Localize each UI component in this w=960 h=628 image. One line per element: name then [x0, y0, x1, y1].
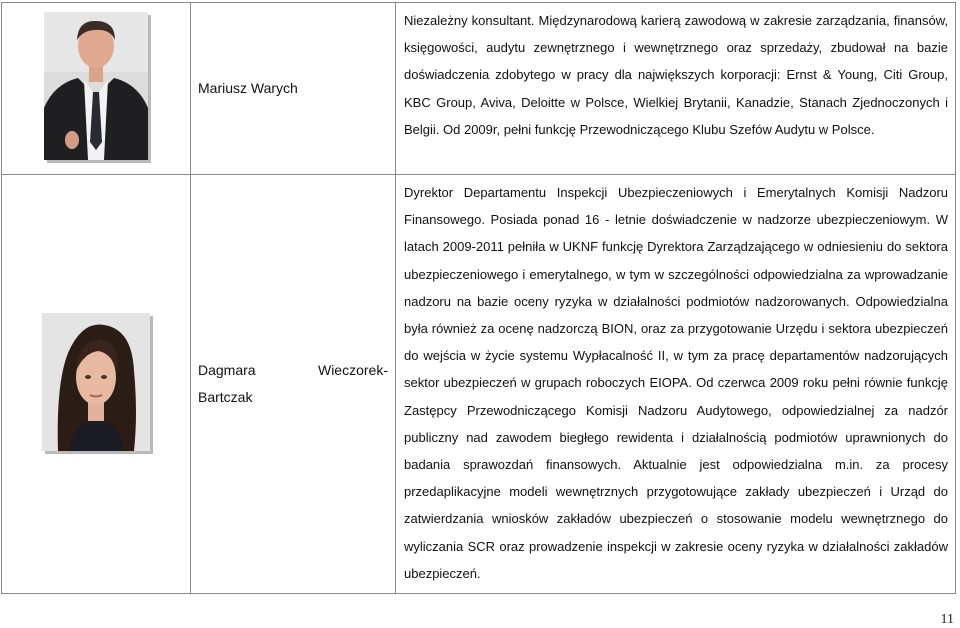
person-surname-part: Wieczorek-: [317, 362, 388, 379]
table-row: [2, 175, 956, 594]
name-cell: [191, 3, 396, 175]
photo-cell: [2, 175, 191, 594]
bio-text: Dyrektor Departamentu Inspekcji Ubezpieczeniowych i Emerytalnych Komisji Nadzoru Finansowego. Posiada ponad 16 - letnie doświadczenie w nadzorze ubezpieczeniowym. W latach 2009-2011 pełniła w UKNF funkcję Dyrektora Zarządzającego w odniesieniu do sektora ubezpieczeniowego i emerytalnego, w tym w szczególności odpowiedzialna za wprowadzanie nadzoru na bazie oceny ryzyka w działalności podmiotów nadzorowanych. Odpowiedzialna była również za ocenę nadzorczą BION, oraz za przygotowanie Urzędu i sektora ubezpieczeń do wejścia w życie systemu Wypłacalność II, w tym za pracę departamentów nadzorujących sektor ubezpieczeń w grupach roboczych EIOPA. Od czerwca 2009 roku pełni równie funkcję Zastępcy Przewodniczącego Komisji Nadzoru Audytowego, odpowiedzialnej za nadzór publiczny nad zawodem biegłego rewidenta i działalnością podmiotów uprawnionych do badania sprawozdań finansowych. Aktualnie jest odpowiedzialna m.in. za procesy przedaplikacyjne modeli wewnętrznych przygotowujące zakłady ubezpieczeń i Urząd do zatwierdzania wniosków zakładów ubezpieczeń o stosowanie modelu wewnętrznego do wyliczania SCR oraz prowadzenie inspekcji w zakresie oceny ryzyka w działalności zakładów ubezpieczeń.: [404, 185, 948, 581]
name-cell: [191, 175, 396, 594]
biography-table: [1, 2, 956, 594]
person-name: Mariusz Warych: [198, 80, 298, 96]
table-row: [2, 3, 956, 175]
person-first-name: Dagmara: [198, 362, 256, 379]
portrait-photo-woman: [42, 313, 150, 451]
person-name-line: [198, 357, 388, 384]
portrait-man-image: [44, 12, 148, 160]
person-surname-rest: Bartczak: [198, 389, 253, 406]
portrait-woman-image: [42, 313, 150, 451]
bio-cell: [396, 175, 956, 594]
portrait-photo-man: [44, 12, 148, 160]
bio-text: Niezależny konsultant. Międzynarodową karierą zawodową w zakresie zarządzania, finansów, księgowości, audytu zewnętrznego i wewnętrznego oraz sprzedaży, zbudował na bazie doświadczenia zdobytego w pracy dla największych korporacji: Ernst & Young, Citi Group, KBC Group, Aviva, Deloitte w Polsce, Wielkiej Brytanii, Kanadzie, Stanach Zjednoczonych i Belgii. Od 2009r, pełni funkcję Przewodniczącego Klubu Szefów Audytu w Polsce.: [404, 13, 948, 137]
photo-cell: [2, 3, 191, 175]
bio-cell: [396, 3, 956, 175]
page-number: 11: [940, 612, 954, 627]
